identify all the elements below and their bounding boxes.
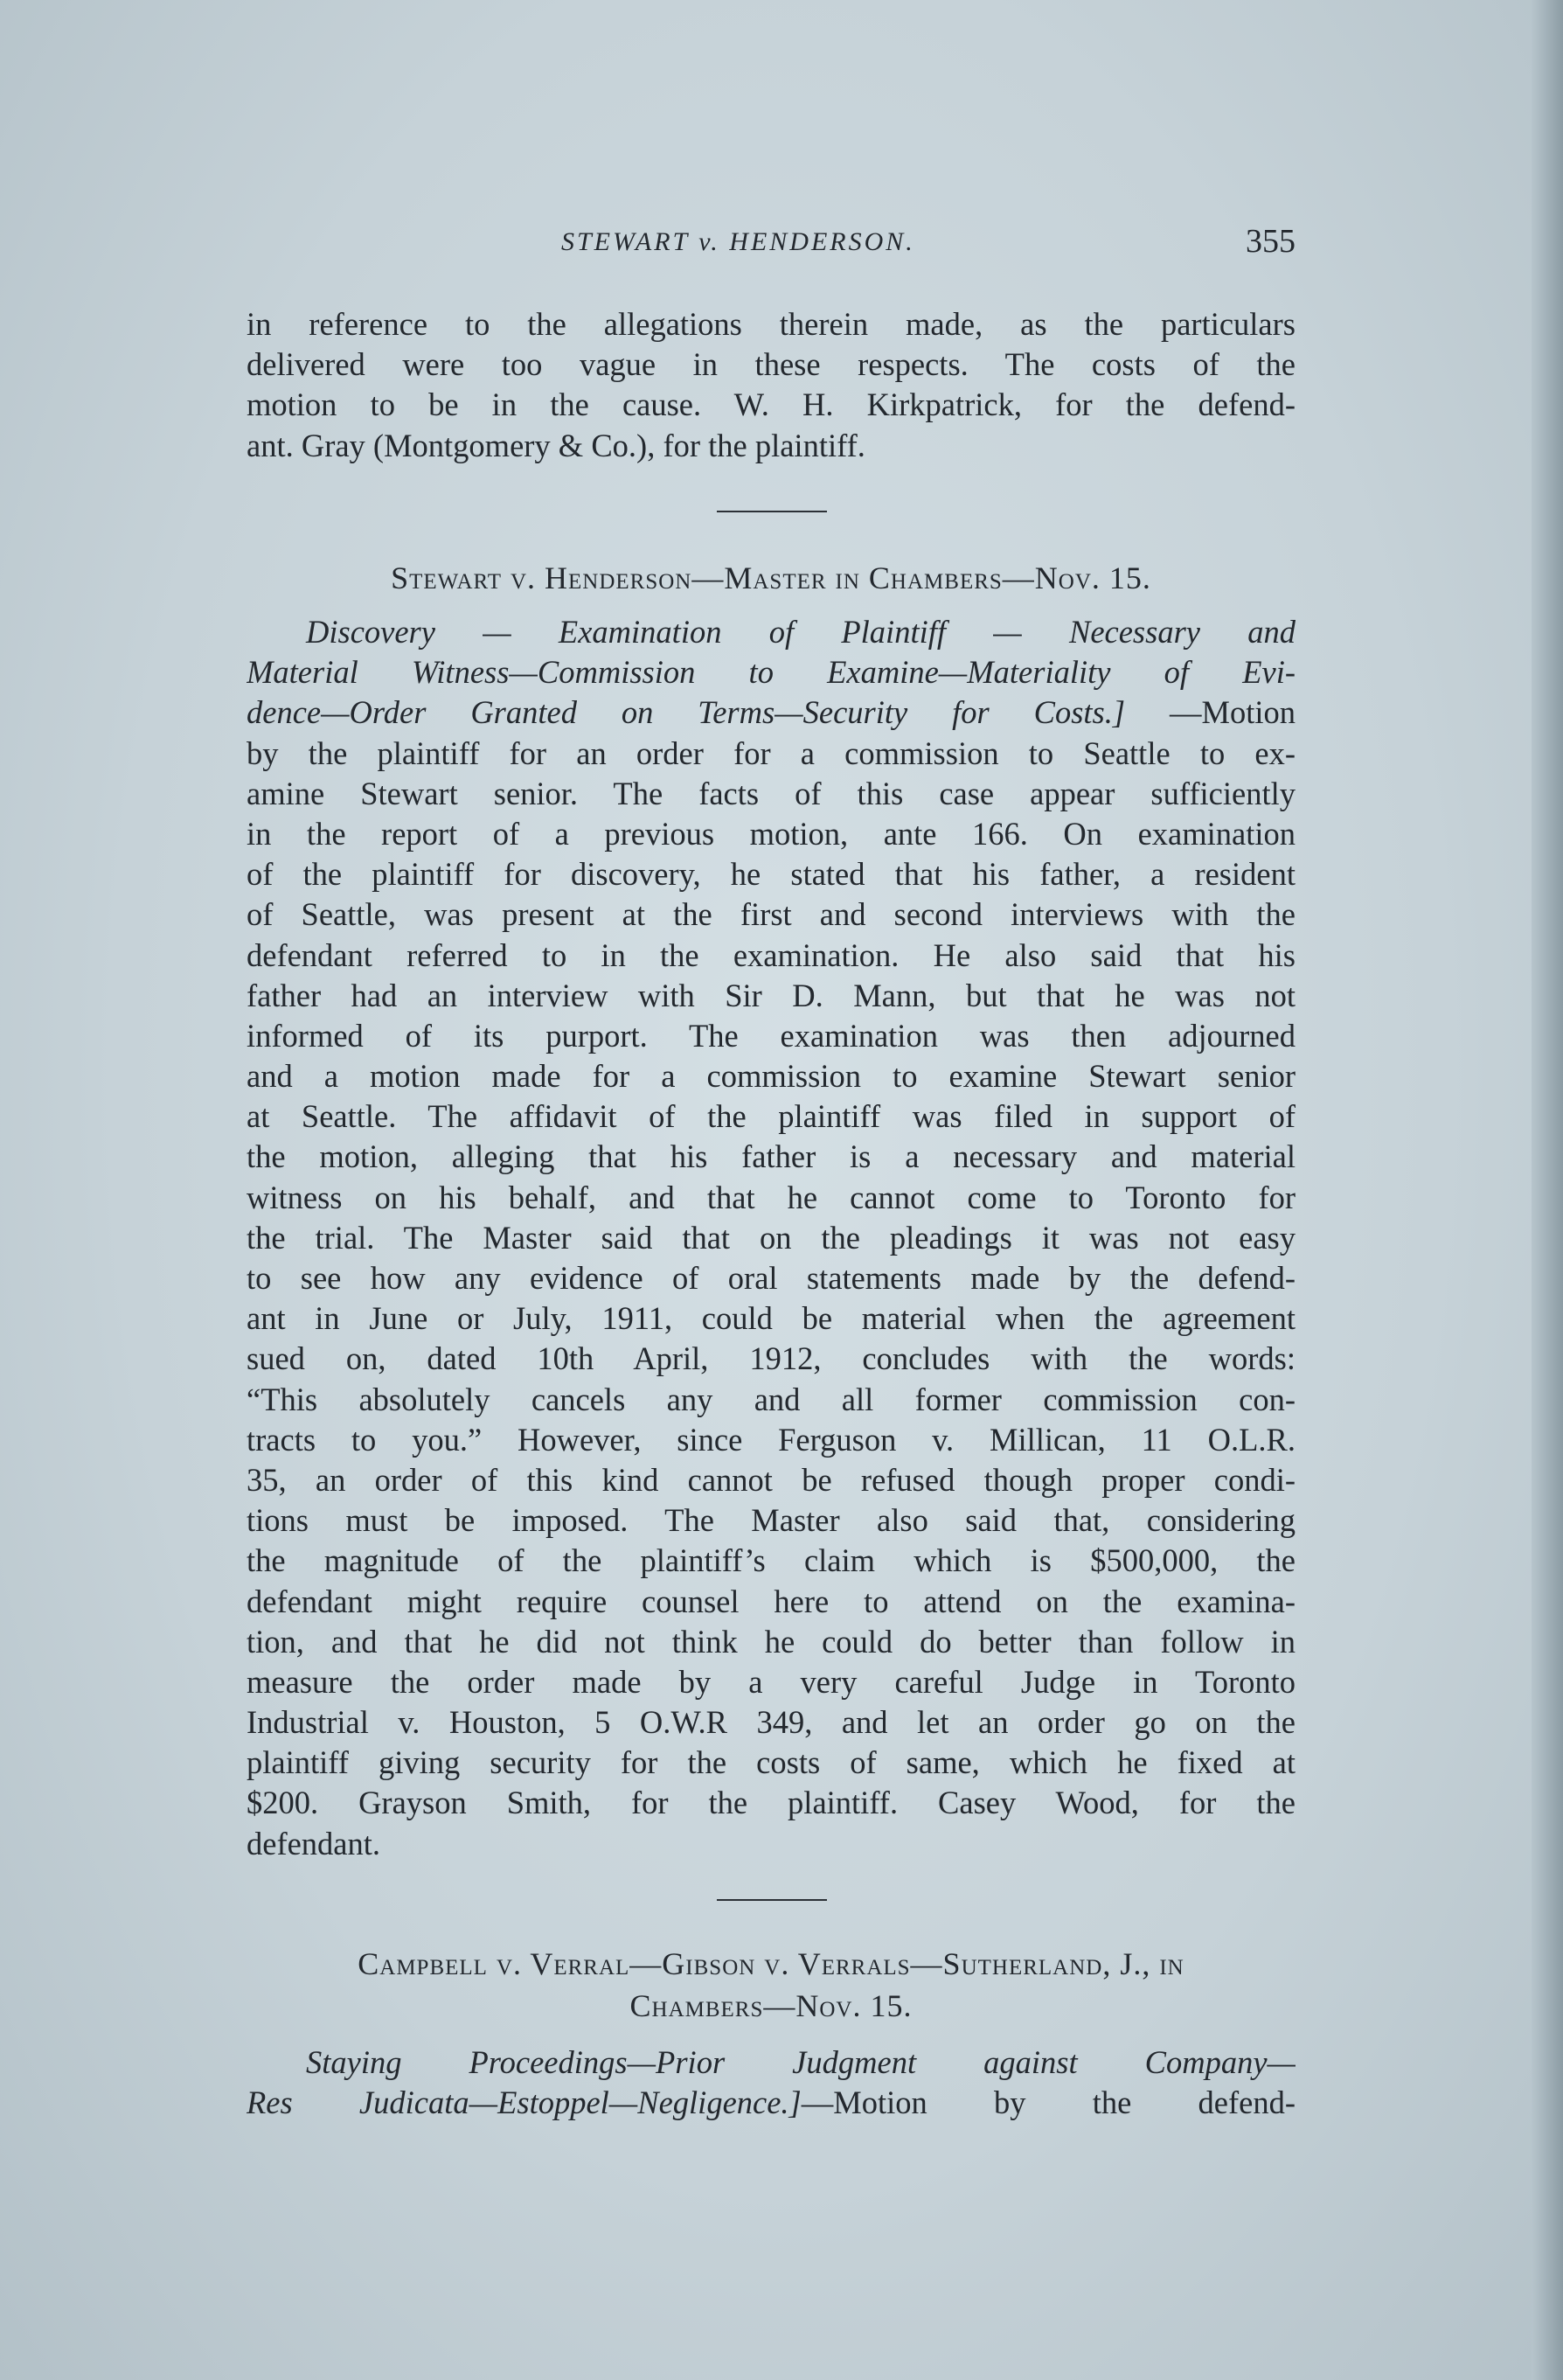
text-line: defendant.: [247, 1825, 381, 1862]
text-line: father had an interview with Sir D. Mann, but that he was not: [247, 977, 1296, 1013]
text-line: 35, an order of this kind cannot be refused though proper condi-: [247, 1461, 1296, 1498]
headnote-line: Staying Proceedings—Prior Judgment against Company—: [306, 2044, 1296, 2080]
text-line: sued on, dated 10th April, 1912, concludes with the words:: [247, 1340, 1296, 1377]
carryover-paragraph: [247, 304, 1296, 466]
text-line: ant in June or July, 1911, could be material when the agreement: [247, 1300, 1296, 1337]
case-heading-line: Chambers—Nov. 15.: [629, 1988, 913, 2023]
text-line: in reference to the allegations therein made, as the particulars: [247, 306, 1296, 342]
text-line: at Seattle. The affidavit of the plaintiff was filed in support of: [247, 1098, 1296, 1135]
text-line: the magnitude of the plaintiff’s claim which is $500,000, the: [247, 1542, 1296, 1579]
text-line: defendant might require counsel here to attend on the examina-: [247, 1583, 1296, 1619]
text-line: plaintiff giving security for the costs of same, which he fixed at: [247, 1744, 1296, 1781]
case-heading: [247, 556, 1296, 600]
headnote-line: Material Witness—Commission to Examine—Materiality of Evi-: [247, 654, 1296, 691]
case-heading-line: Campbell v. Verral—Gibson v. Verrals—Sutherland, J., in: [358, 1946, 1184, 1981]
text-line: defendant referred to in the examination. He also said that his: [247, 936, 1296, 973]
case-body: [247, 2042, 1296, 2123]
text-line: motion to be in the cause. W. H. Kirkpatrick, for the defend-: [247, 386, 1296, 423]
text-line: in the report of a previous motion, ante 166. On examination: [247, 815, 1296, 852]
text-line: witness on his behalf, and that he cannot come to Toronto for: [247, 1179, 1296, 1215]
section-separator: [717, 1899, 827, 1901]
text-line: by the plaintiff for an order for a commission to Seattle to ex-: [247, 734, 1296, 771]
text-line: delivered were too vague in these respects. The costs of the: [247, 346, 1296, 383]
text-line: Industrial v. Houston, 5 O.W.R 349, and let an order go on the: [247, 1704, 1296, 1741]
text-line: $200. Grayson Smith, for the plaintiff. Casey Wood, for the: [247, 1785, 1296, 1821]
headnote-line: Res Judicata—Estoppel—Negligence.]—Motion by the defend-: [247, 2084, 1296, 2121]
text-line: amine Stewart senior. The facts of this case appear sufficiently: [247, 775, 1296, 811]
page-number: 355: [1246, 223, 1296, 260]
headnote-line: Discovery — Examination of Plaintiff — Necessary and: [306, 614, 1296, 650]
text-line: to see how any evidence of oral statements made by the defend-: [247, 1260, 1296, 1296]
text-line: and a motion made for a commission to examine Stewart senior: [247, 1058, 1296, 1095]
section-separator: [717, 511, 827, 512]
text-line: informed of its purport. The examination was then adjourned: [247, 1017, 1296, 1054]
text-line: of Seattle, was present at the first and second interviews with the: [247, 896, 1296, 933]
running-title: STEWART v. HENDERSON.: [561, 227, 915, 256]
text-line: the trial. The Master said that on the pleadings it was not easy: [247, 1219, 1296, 1256]
case-body: [247, 612, 1296, 1864]
page-spine-shadow: [1532, 0, 1563, 2380]
case-heading: [247, 1943, 1296, 2027]
running-head: [247, 220, 1296, 273]
text-line: the motion, alleging that his father is a necessary and material: [247, 1138, 1296, 1175]
text-line: “This absolutely cancels any and all former commission con-: [247, 1381, 1296, 1417]
text-line: of the plaintiff for discovery, he stated that his father, a resident: [247, 856, 1296, 893]
text-line: ant. Gray (Montgomery & Co.), for the plaintiff.: [247, 427, 865, 463]
text-line: tion, and that he did not think he could do better than follow in: [247, 1623, 1296, 1660]
case-heading-text: Stewart v. Henderson—Master in Chambers—Nov. 15.: [391, 560, 1151, 595]
text-line: measure the order made by a very careful Judge in Toronto: [247, 1663, 1296, 1700]
text-line: tions must be imposed. The Master also said that, considering: [247, 1502, 1296, 1539]
text-line: tracts to you.” However, since Ferguson v. Millican, 11 O.L.R.: [247, 1421, 1296, 1458]
headnote-line: dence—Order Granted on Terms—Security for Costs.] —Motion: [247, 694, 1296, 731]
